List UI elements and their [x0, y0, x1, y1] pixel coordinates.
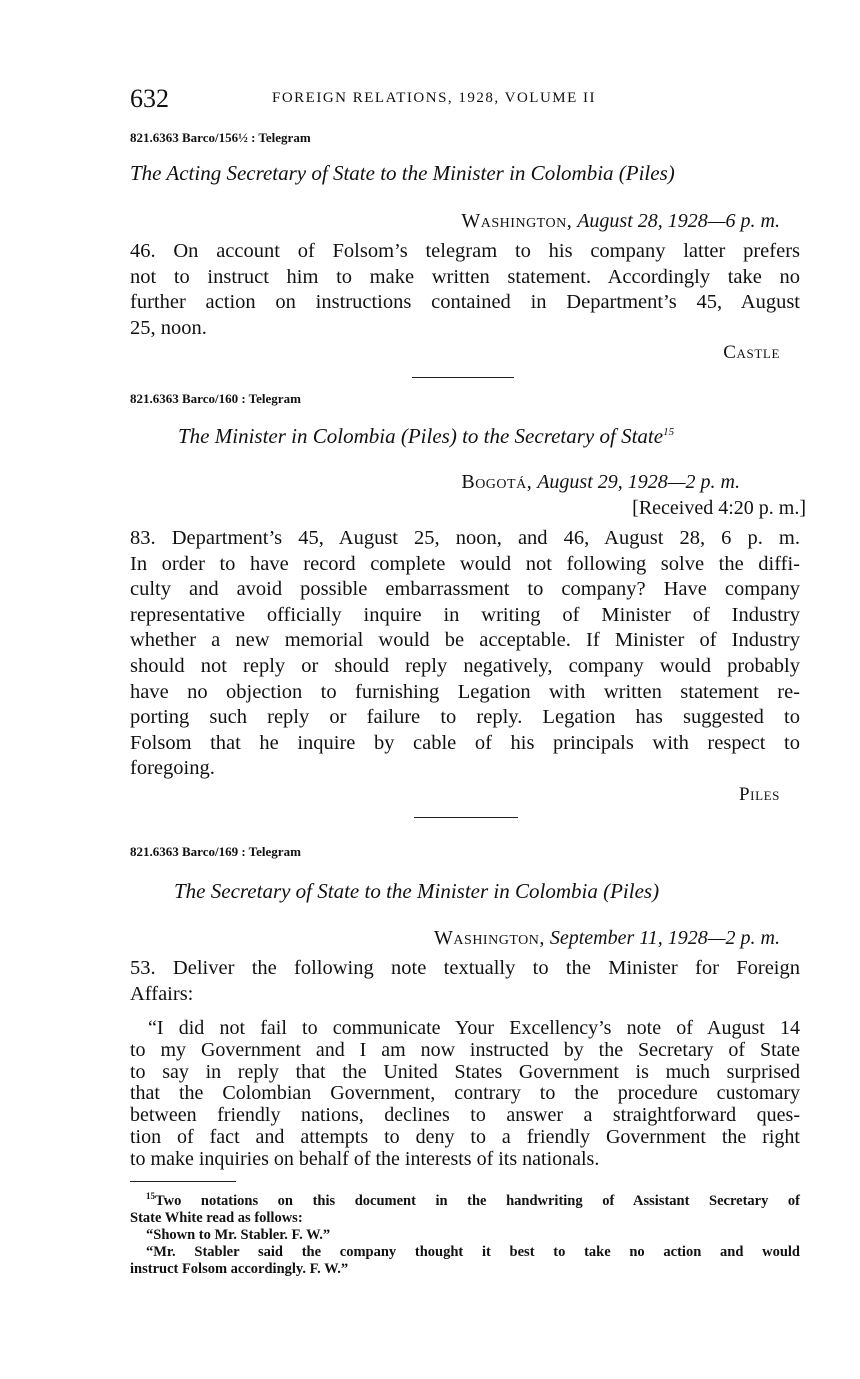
doc1-body: [130, 239, 800, 341]
doc1-line: 46. On account of Folsom’s telegram to his company latter prefers: [130, 240, 800, 262]
doc3-place: Washington,: [434, 927, 545, 949]
doc1-line: further action on instructions contained in Department’s 45, August: [130, 291, 800, 314]
doc2-date: August 29, 1928—2 p. m.: [537, 471, 740, 493]
section-divider: [414, 817, 518, 818]
page-number: 632: [130, 84, 169, 113]
quote-line: to make inquiries on behalf of the interests of its nationals.: [130, 1147, 600, 1170]
doc2-line: porting such reply or failure to reply. Legation has suggested to: [130, 706, 800, 729]
doc2-file-ref: 821.6363 Barco/160 : Telegram: [130, 391, 301, 406]
footnote-reference: 15: [663, 426, 675, 438]
quote-line: between friendly nations, declines to answer a straightforward ques-: [130, 1104, 800, 1127]
footnote-line: “Mr. Stabler said the company thought it best to take no action and would: [146, 1243, 800, 1260]
section-divider: [412, 377, 514, 378]
doc3-file-ref: 821.6363 Barco/169 : Telegram: [130, 844, 301, 859]
doc2-line: 83. Department’s 45, August 25, noon, and 46, August 28, 6 p. m.: [130, 527, 800, 549]
doc1-file-ref: 821.6363 Barco/156½ : Telegram: [130, 130, 311, 145]
doc2-line: culty and avoid possible embarrassment to company? Have company: [130, 578, 800, 601]
footnote: [130, 1188, 800, 1278]
doc1-signature: Castle: [723, 342, 780, 363]
page-header: [130, 84, 810, 114]
footnote-line: “Shown to Mr. Stabler. F. W.”: [146, 1226, 331, 1243]
footnote-line: State White read as follows:: [130, 1209, 303, 1226]
doc3-quoted-note: [130, 1018, 800, 1171]
doc3-dateline: [434, 927, 780, 950]
doc1-place: Washington,: [461, 210, 573, 232]
doc2-title: The Minister in Colombia (Piles) to the Secretary of State: [178, 424, 664, 448]
footnote-text: Two notations on this document in the handwriting of Assistant Secretary of: [155, 1192, 800, 1209]
quote-line: tion of fact and attempts to deny to a friendly Government the right: [130, 1125, 800, 1148]
doc2-line: In order to have record complete would not following solve the diffi-: [130, 552, 800, 575]
quote-line: that the Colombian Government, contrary to the procedure customary: [130, 1082, 800, 1105]
doc2-dateline: [461, 471, 740, 494]
quote-line: to my Government and I am now instructed by the Secretary of State: [130, 1038, 800, 1061]
doc2-line: whether a new memorial would be acceptable. If Minister of Industry: [130, 629, 800, 652]
doc2-title-line: [178, 424, 674, 449]
doc2-received: [Received 4:20 p. m.]: [632, 497, 806, 519]
footnote-divider: [130, 1181, 236, 1182]
footnote-mark: 15: [146, 1191, 155, 1201]
quote-line: “I did not fail to communicate Your Excellency’s note of August 14: [148, 1017, 800, 1039]
doc2-place: Bogotá,: [461, 471, 533, 493]
doc3-line: 53. Deliver the following note textually to the Minister for Foreign: [130, 957, 800, 979]
doc2-line: Folsom that he inquire by cable of his principals with respect to: [130, 731, 800, 754]
doc2-signature: Piles: [738, 784, 780, 805]
doc2-line: foregoing.: [130, 757, 215, 780]
doc3-body: [130, 956, 800, 1007]
doc3-date: September 11, 1928—2 p. m.: [549, 927, 780, 949]
doc1-line: 25, noon.: [130, 316, 207, 339]
doc3-line: Affairs:: [130, 982, 194, 1005]
running-title: FOREIGN RELATIONS, 1928, VOLUME II: [272, 90, 597, 106]
doc2-body: [130, 526, 800, 782]
doc2-line: should not reply or should reply negatively, company would probably: [130, 654, 800, 677]
doc1-line: not to instruct him to make written statement. Accordingly take no: [130, 265, 800, 288]
footnote-line: instruct Folsom accordingly. F. W.”: [130, 1260, 349, 1277]
doc2-line: have no objection to furnishing Legation with written statement re-: [130, 680, 800, 703]
footnote-line: [130, 1188, 800, 1210]
doc3-title: The Secretary of State to the Minister in Colombia (Piles): [174, 879, 660, 903]
doc2-line: representative officially inquire in writing of Minister of Industry: [130, 603, 800, 626]
quote-line: to say in reply that the United States Government is much surprised: [130, 1060, 800, 1083]
doc1-dateline: [461, 210, 780, 233]
doc1-title: The Acting Secretary of State to the Minister in Colombia (Piles): [130, 161, 675, 185]
doc1-date: August 28, 1928—6 p. m.: [577, 210, 780, 232]
